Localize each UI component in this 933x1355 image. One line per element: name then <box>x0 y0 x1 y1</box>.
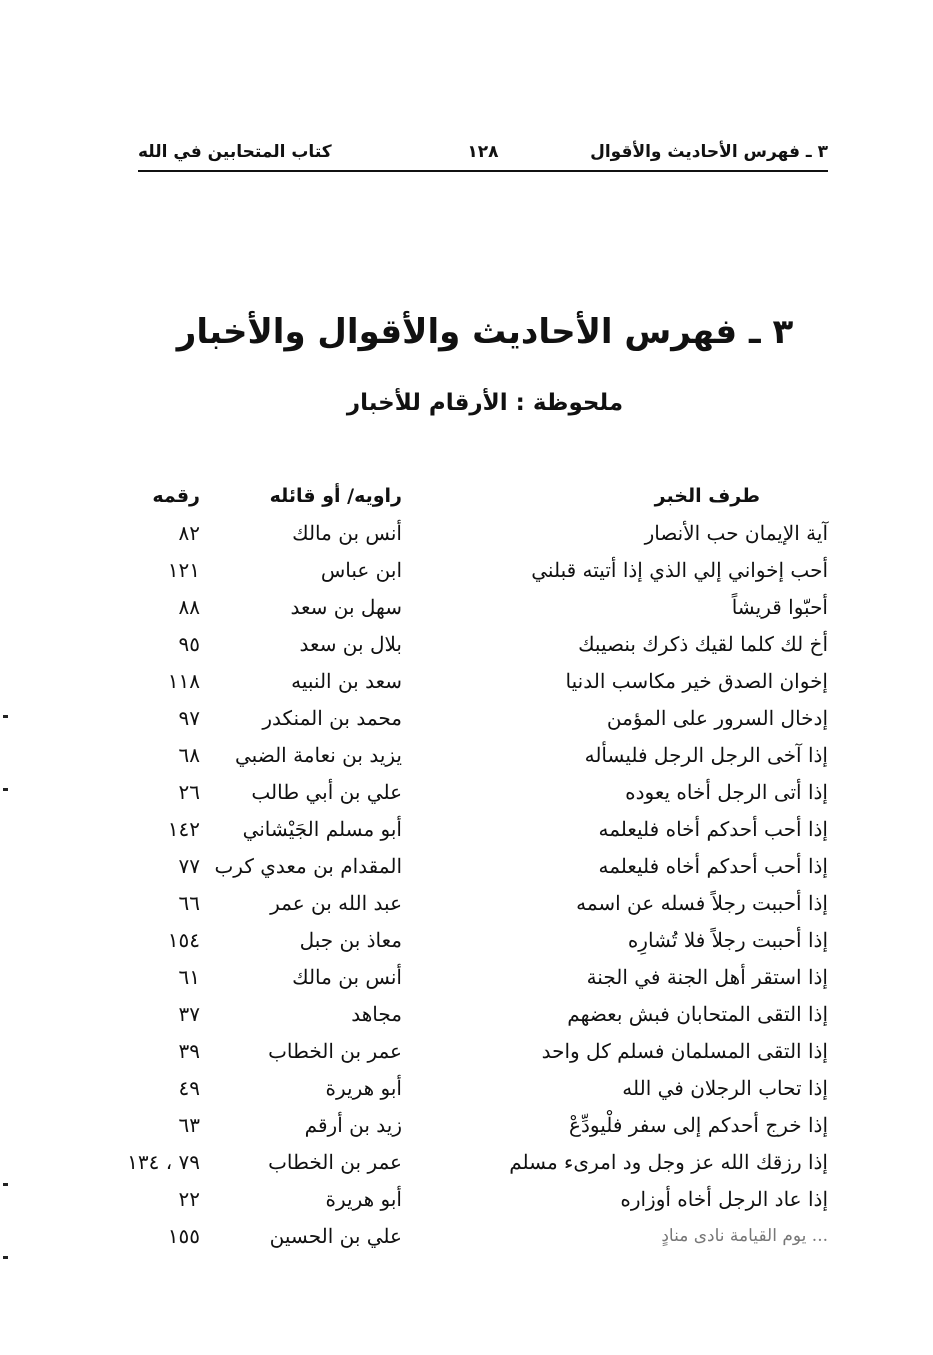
narrator-name: يزيد بن نعامة الضبي <box>235 743 402 767</box>
narrator-name: أبو هريرة <box>325 1076 402 1100</box>
narrator-name: عمر بن الخطاب <box>268 1150 402 1174</box>
index-row <box>140 774 840 811</box>
index-row <box>140 1033 840 1070</box>
report-number: ٦١ <box>178 965 200 989</box>
index-row <box>140 663 840 700</box>
index-row <box>140 959 840 996</box>
hadith-text: إذا تحاب الرجلان في الله <box>622 1076 828 1100</box>
narrator-name: المقدام بن معدي كرب <box>214 854 402 878</box>
hadith-text: إذا التقى المتحابان فبش بعضهم <box>567 1002 828 1026</box>
hadith-text: آية الإيمان حب الأنصار <box>644 521 828 545</box>
narrator-name: محمد بن المنكدر <box>262 706 402 730</box>
hadith-text: إخوان الصدق خير مكاسب الدنيا <box>565 669 828 693</box>
report-number: ١١٨ <box>167 669 200 693</box>
index-row <box>140 848 840 885</box>
page-number: ١٢٨ <box>467 142 499 162</box>
narrator-name: علي بن الحسين <box>269 1224 402 1248</box>
narrator-name: أنس بن مالك <box>292 965 402 989</box>
narrator-name: سهل بن سعد <box>290 595 402 619</box>
hadith-text: إذا أتى الرجل أخاه يعوده <box>625 780 828 804</box>
chapter-title: ٣ ـ فهرس الأحاديث والأقوال والأخبار <box>176 312 794 352</box>
hadith-text: إذا رزقك الله عز وجل ود امرىء مسلم <box>509 1150 828 1174</box>
index-row <box>140 885 840 922</box>
hadith-text: إذا عاد الرجل أخاه أوزاره <box>620 1187 828 1211</box>
report-number: ٣٧ <box>178 1002 200 1026</box>
narrator-name: مجاهد <box>351 1002 402 1026</box>
report-number: ٨٨ <box>178 595 200 619</box>
column-header-narrator: راويه/ أو قائله <box>269 485 402 507</box>
index-row <box>140 589 840 626</box>
hadith-text: إذا أحببت رجلاً فسله عن اسمه <box>576 891 828 915</box>
index-row <box>127 1144 840 1181</box>
running-header-section-title: ٣ ـ فهرس الأحاديث والأقوال <box>590 142 828 162</box>
index-row <box>140 552 840 589</box>
scan-margin-mark <box>3 715 8 718</box>
hadith-text: إدخال السرور على المؤمن <box>606 706 828 730</box>
report-number: ٧٩ ، ١٣٤ <box>127 1150 200 1174</box>
report-number: ٢٢ <box>178 1187 200 1211</box>
index-row <box>140 1218 840 1255</box>
running-header-book-title: كتاب المتحابين في الله <box>138 142 332 162</box>
hadith-text: أحب إخواني إلي الذي إذا أتيته قبلني <box>531 558 828 582</box>
narrator-name: عمر بن الخطاب <box>268 1039 402 1063</box>
report-number: ٨٢ <box>178 521 200 545</box>
index-row <box>140 626 840 663</box>
report-number: ٩٧ <box>178 706 200 730</box>
hadith-text: إذا استقر أهل الجنة في الجنة <box>586 965 828 989</box>
column-header-hadith: طرف الخبر <box>654 485 760 507</box>
narrator-name: علي بن أبي طالب <box>251 780 402 804</box>
index-row <box>140 1181 840 1218</box>
report-number: ٦٣ <box>178 1113 200 1137</box>
narrator-name: زيد بن أرقم <box>304 1113 402 1137</box>
hadith-text: أحبّوا قريشاً <box>731 595 828 619</box>
report-number: ١٥٥ <box>167 1224 200 1248</box>
hadith-text: إذا التقى المسلمان فسلم كل واحد <box>541 1039 828 1063</box>
hadith-text: إذا أحببت رجلاً فلا تُشارِه <box>627 928 828 952</box>
hadith-index-table <box>127 478 840 1255</box>
hadith-text: ... يوم القيامة نادى منادٍ <box>661 1226 828 1246</box>
index-row <box>140 922 840 959</box>
scan-margin-mark <box>3 1256 8 1259</box>
hadith-text: أخ لك كلما لقيك ذكرك بنصيبك <box>578 632 828 656</box>
report-number: ١٢١ <box>167 558 200 582</box>
narrator-name: معاذ بن جبل <box>299 928 402 952</box>
narrator-name: سعد بن النبيه <box>291 669 402 693</box>
report-number: ٤٩ <box>178 1076 200 1100</box>
index-row <box>140 700 840 737</box>
index-header-row <box>140 478 840 515</box>
hadith-text: إذا أحب أحدكم أخاه فليعلمه <box>598 817 828 841</box>
narrator-name: ابن عباس <box>320 558 402 582</box>
report-number: ٢٦ <box>178 780 200 804</box>
narrator-name: أبو هريرة <box>325 1187 402 1211</box>
report-number: ١٥٤ <box>167 928 200 952</box>
hadith-text: إذا خرج أحدكم إلى سفر فلْيودِّعْ <box>569 1113 828 1137</box>
chapter-note: ملحوظة : الأرقام للأخبار <box>346 390 624 416</box>
narrator-name: بلال بن سعد <box>299 632 402 656</box>
index-row <box>140 1107 840 1144</box>
report-number: ٩٥ <box>178 632 200 656</box>
index-row <box>140 515 840 552</box>
report-number: ١٤٢ <box>167 817 200 841</box>
hadith-text: إذا أحب أحدكم أخاه فليعلمه <box>598 854 828 878</box>
narrator-name: أبو مسلم الجَيْشاني <box>242 817 402 841</box>
report-number: ٦٨ <box>178 743 200 767</box>
index-row <box>140 811 840 848</box>
narrator-name: أنس بن مالك <box>292 521 402 545</box>
hadith-text: إذا آخى الرجل الرجل فليسأله <box>584 743 828 767</box>
column-header-number: رقمه <box>152 485 200 507</box>
running-header <box>138 138 828 172</box>
report-number: ٣٩ <box>178 1039 200 1063</box>
report-number: ٧٧ <box>178 854 200 878</box>
index-row <box>140 996 840 1033</box>
scan-margin-mark <box>3 788 8 791</box>
scan-margin-mark <box>3 1183 8 1186</box>
index-row <box>140 1070 840 1107</box>
index-row <box>140 737 840 774</box>
narrator-name: عبد الله بن عمر <box>270 891 402 915</box>
report-number: ٦٦ <box>178 891 200 915</box>
